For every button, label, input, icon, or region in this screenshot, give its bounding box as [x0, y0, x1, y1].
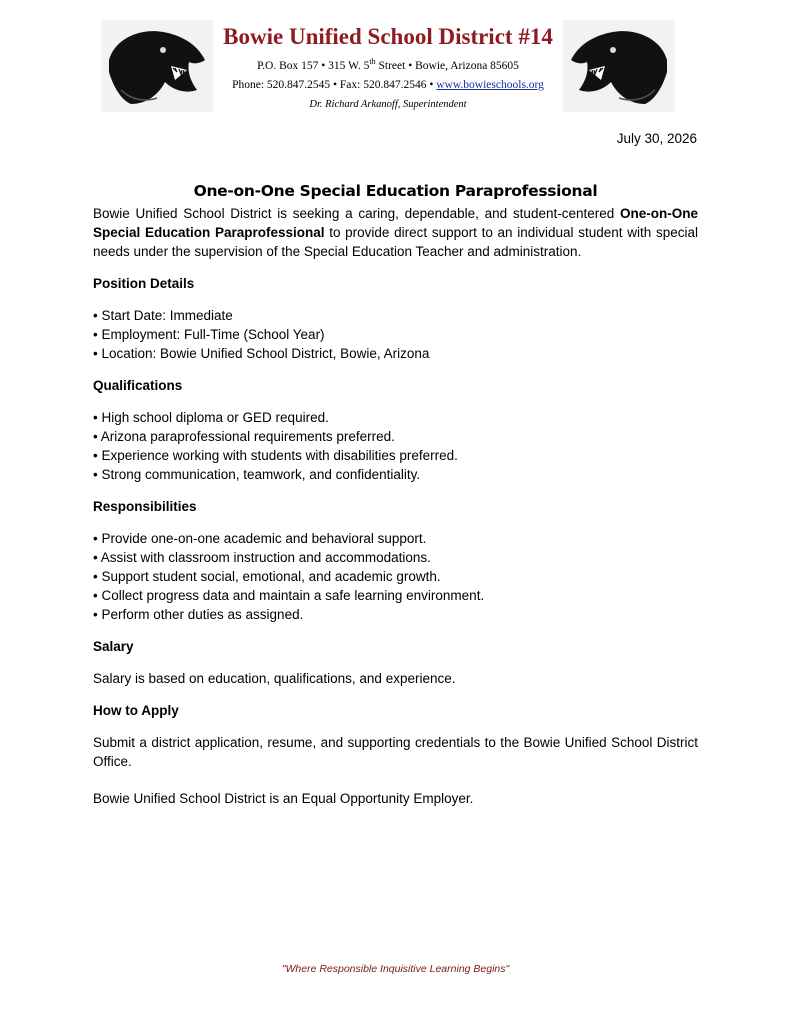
position-details-heading: Position Details	[93, 276, 195, 291]
equal-opportunity-statement: Bowie Unified School District is an Equal Opportunity Employer.	[93, 791, 474, 806]
qualifications-heading: Qualifications	[93, 378, 183, 393]
list-item: • Provide one-on-one academic and behavioral support.	[93, 531, 427, 546]
apply-text: Submit a district application, resume, and supporting credentials to the Bowie Unified School District Office.	[93, 735, 698, 769]
qualifications-list	[93, 408, 698, 484]
list-item: • Experience working with students with disabilities preferred.	[93, 448, 458, 463]
salary-heading: Salary	[93, 639, 134, 654]
list-item: • Location: Bowie Unified School District, Bowie, Arizona	[93, 346, 430, 361]
letter-date: July 30, 2026	[616, 131, 697, 146]
list-item: • Collect progress data and maintain a safe learning environment.	[93, 588, 485, 603]
district-address: P.O. Box 157 • 315 W. 5th Street • Bowie, Arizona 85605	[257, 57, 519, 72]
letterhead	[101, 20, 675, 112]
responsibilities-list	[93, 529, 698, 624]
list-item: • Assist with classroom instruction and accommodations.	[93, 550, 431, 565]
panther-mascot-icon	[101, 20, 213, 112]
list-item: • Perform other duties as assigned.	[93, 607, 304, 622]
document-body	[93, 180, 698, 808]
list-item: • Start Date: Immediate	[93, 308, 233, 323]
website-link[interactable]: www.bowieschools.org	[436, 78, 544, 91]
panther-mascot-icon	[563, 20, 675, 112]
district-name: Bowie Unified School District #14	[223, 24, 553, 49]
salary-text: Salary is based on education, qualifications, and experience.	[93, 671, 456, 686]
district-contact: Phone: 520.847.2545 • Fax: 520.847.2546 • www.bowieschools.org	[232, 78, 544, 91]
list-item: • High school diploma or GED required.	[93, 410, 329, 425]
how-to-apply-heading: How to Apply	[93, 703, 179, 718]
list-item: • Employment: Full-Time (School Year)	[93, 327, 325, 342]
position-details-list	[93, 306, 698, 363]
list-item: • Strong communication, teamwork, and confidentiality.	[93, 467, 421, 482]
list-item: • Support student social, emotional, and academic growth.	[93, 569, 441, 584]
footer-motto: "Where Responsible Inquisitive Learning Begins"	[281, 963, 510, 975]
superintendent-line: Dr. Richard Arkanoff, Superintendent	[309, 98, 467, 110]
list-item: • Arizona paraprofessional requirements preferred.	[93, 429, 395, 444]
document-title: One-on-One Special Education Paraprofessional	[193, 182, 598, 200]
responsibilities-heading: Responsibilities	[93, 499, 197, 514]
intro-paragraph: Bowie Unified School District is seeking a caring, dependable, and student-centered One-on-One Special Education Paraprofessional to provide direct support to an individual student with special needs under the supervision of the Special Education Teacher and administration.	[93, 206, 698, 259]
